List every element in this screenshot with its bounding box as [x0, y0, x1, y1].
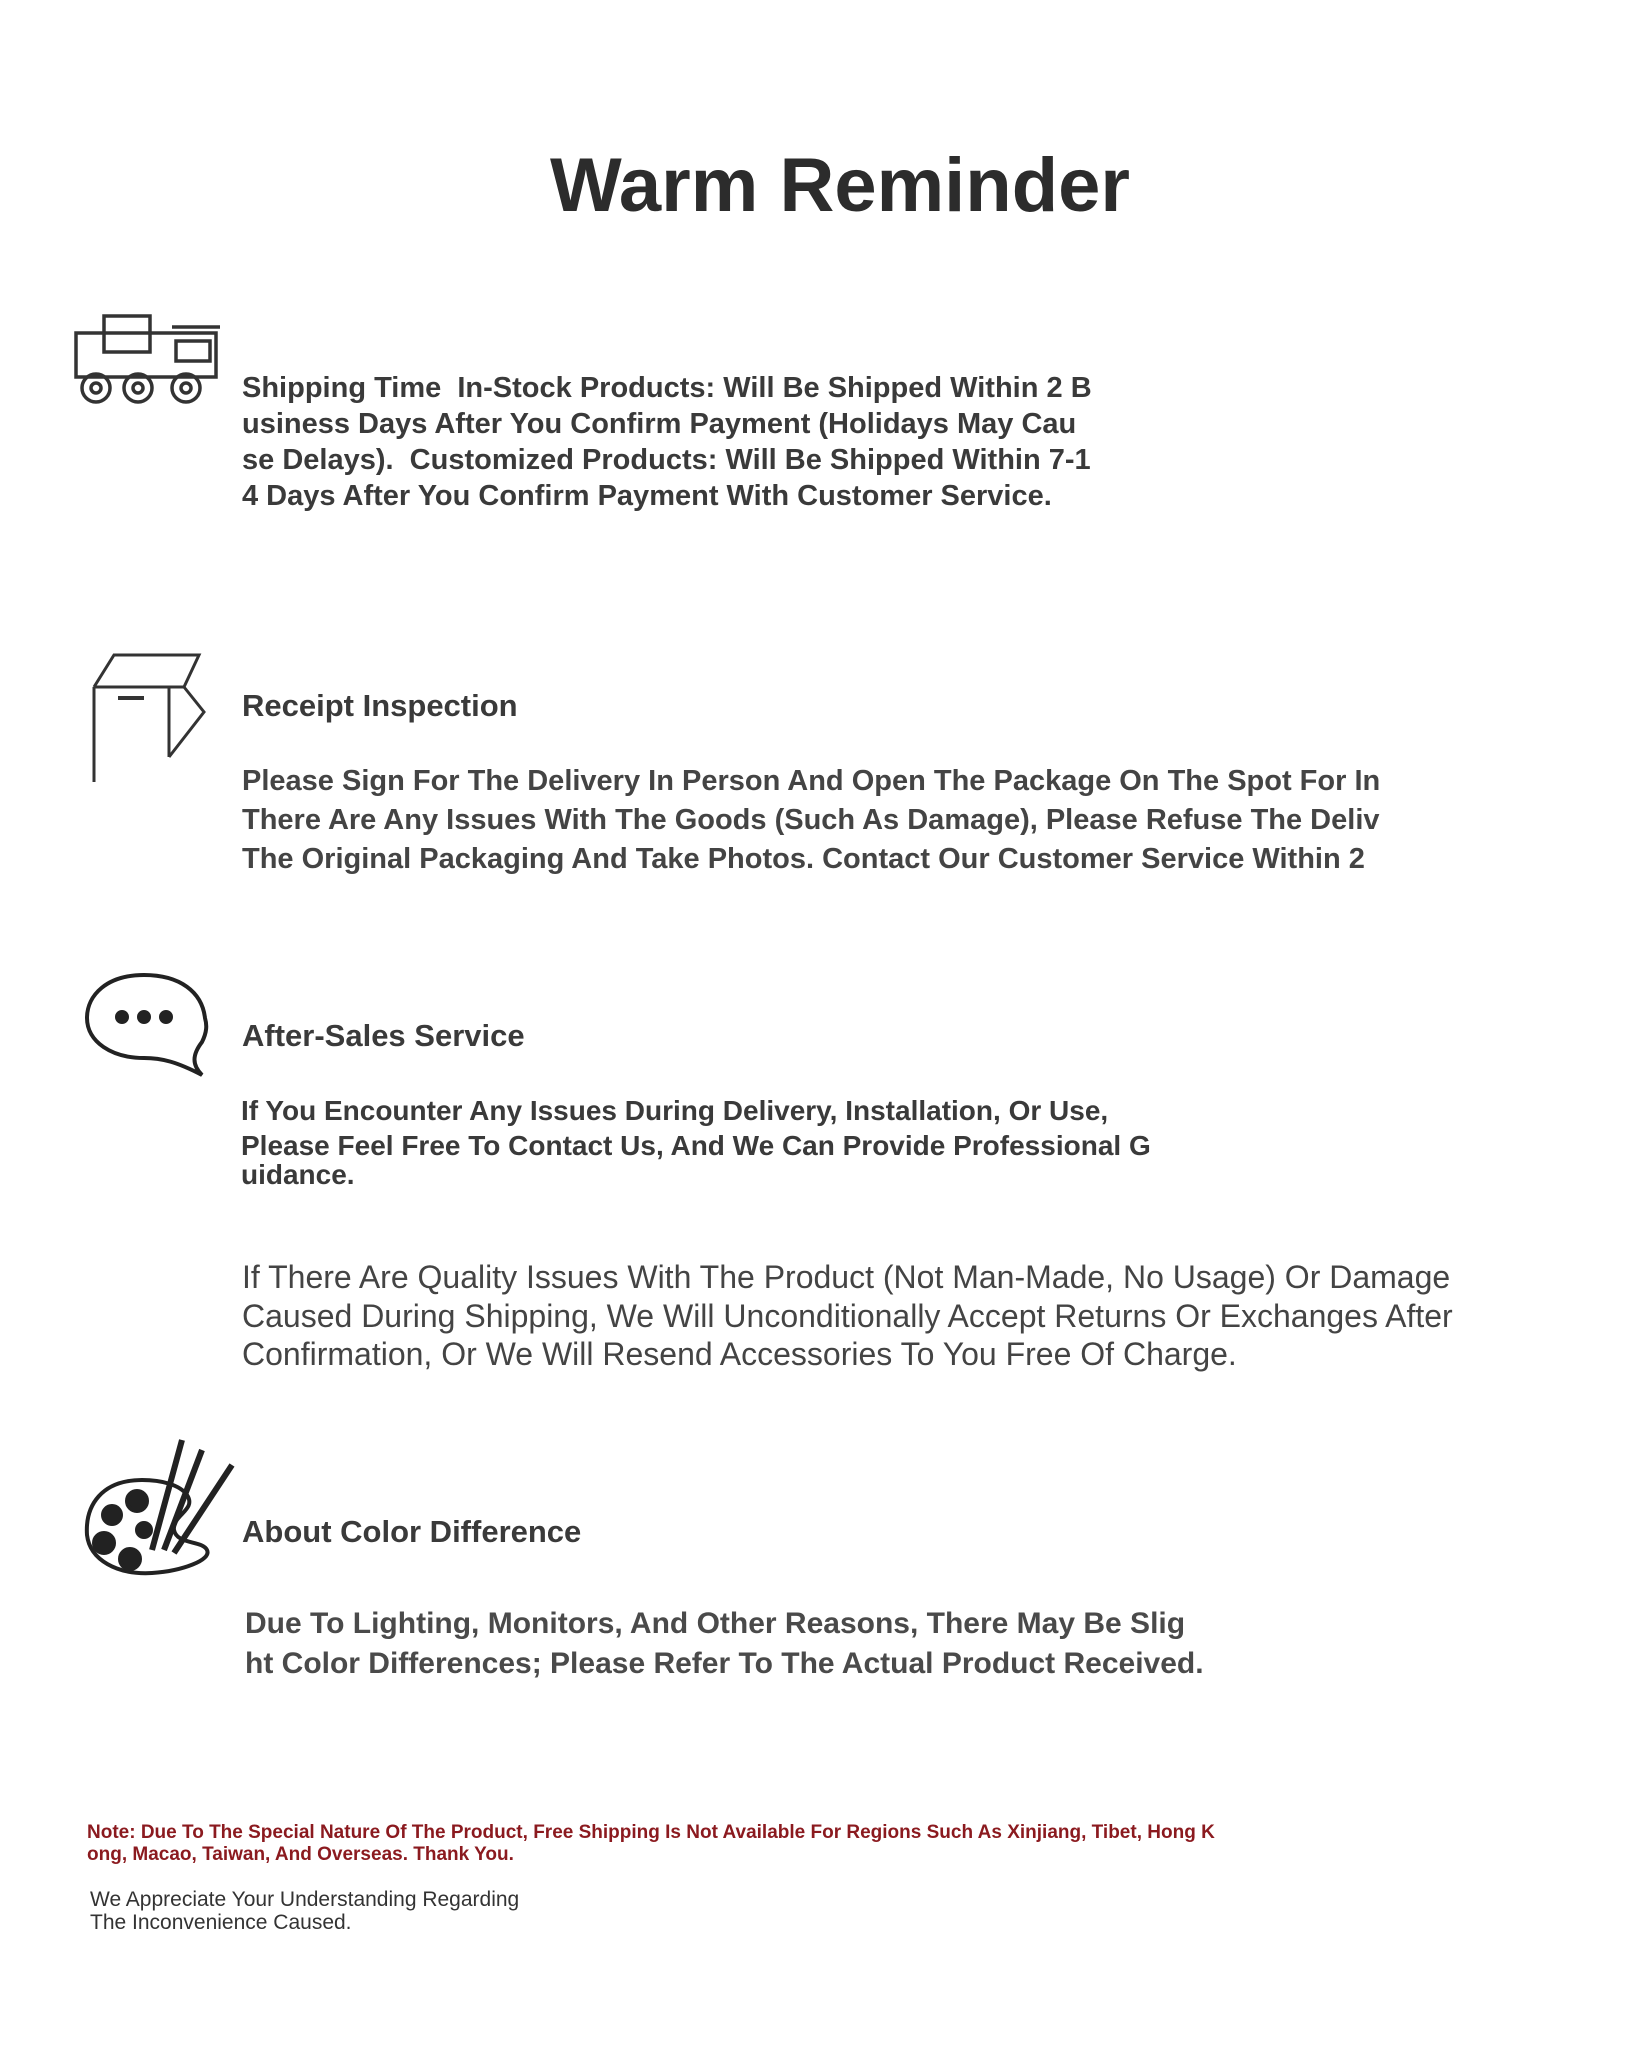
text-line: The Original Packaging And Take Photos. Contact Our Customer Service Within 2	[242, 843, 1365, 875]
text-line: uidance.	[241, 1159, 355, 1190]
after-sales-text	[241, 1093, 1151, 1192]
text-line: If You Encounter Any Issues During Delivery, Installation, Or Use,	[241, 1095, 1109, 1126]
text-line: There Are Any Issues With The Goods (Such As Damage), Please Refuse The Deliv	[242, 804, 1380, 836]
receipt-inspection-text	[242, 762, 1380, 879]
paint-palette-icon	[82, 1435, 237, 1580]
text-line: Caused During Shipping, We Will Unconditionally Accept Returns Or Exchanges After	[242, 1297, 1453, 1334]
text-line: The Inconvenience Caused.	[90, 1911, 352, 1934]
text-line: We Appreciate Your Understanding Regarding	[90, 1888, 520, 1911]
text-line: Due To Lighting, Monitors, And Other Reasons, There May Be Slig	[245, 1607, 1186, 1640]
text-line: ong, Macao, Taiwan, And Overseas. Thank You.	[87, 1844, 514, 1865]
shipping-time-text	[242, 370, 1092, 514]
truck-icon	[72, 313, 224, 408]
text-line: usiness Days After You Confirm Payment (Holidays May Cau	[242, 408, 1077, 440]
text-line: Shipping Time In-Stock Products: Will Be Shipped Within 2 B	[242, 372, 1092, 404]
after-sales-heading: After-Sales Service	[242, 1018, 525, 1053]
text-line: se Delays). Customized Products: Will Be Shipped Within 7-1	[242, 444, 1091, 476]
color-difference-heading: About Color Difference	[242, 1514, 582, 1549]
returns-policy-text	[242, 1258, 1453, 1374]
text-line: Please Feel Free To Contact Us, And We Can Provide Professional G	[241, 1130, 1151, 1161]
shipping-note	[87, 1822, 1215, 1866]
text-line: 4 Days After You Confirm Payment With Customer Service.	[242, 480, 1052, 512]
receipt-inspection-heading: Receipt Inspection	[242, 688, 518, 723]
color-difference-text	[245, 1604, 1204, 1684]
text-line: Confirmation, Or We Will Resend Accessories To You Free Of Charge.	[242, 1336, 1237, 1372]
page-title: Warm Reminder	[550, 143, 1130, 228]
text-line: Please Sign For The Delivery In Person And Open The Package On The Spot For In	[242, 765, 1381, 797]
text-line: If There Are Quality Issues With The Product (Not Man-Made, No Usage) Or Damage	[242, 1259, 1451, 1295]
box-icon	[84, 652, 224, 787]
chat-bubble-icon	[82, 970, 212, 1080]
thanks-message	[90, 1888, 519, 1934]
text-line: Note: Due To The Special Nature Of The Product, Free Shipping Is Not Available For Regions Such As Xinjiang, Tibet, Hong K	[87, 1822, 1215, 1843]
text-line: ht Color Differences; Please Refer To The Actual Product Received.	[245, 1647, 1204, 1680]
